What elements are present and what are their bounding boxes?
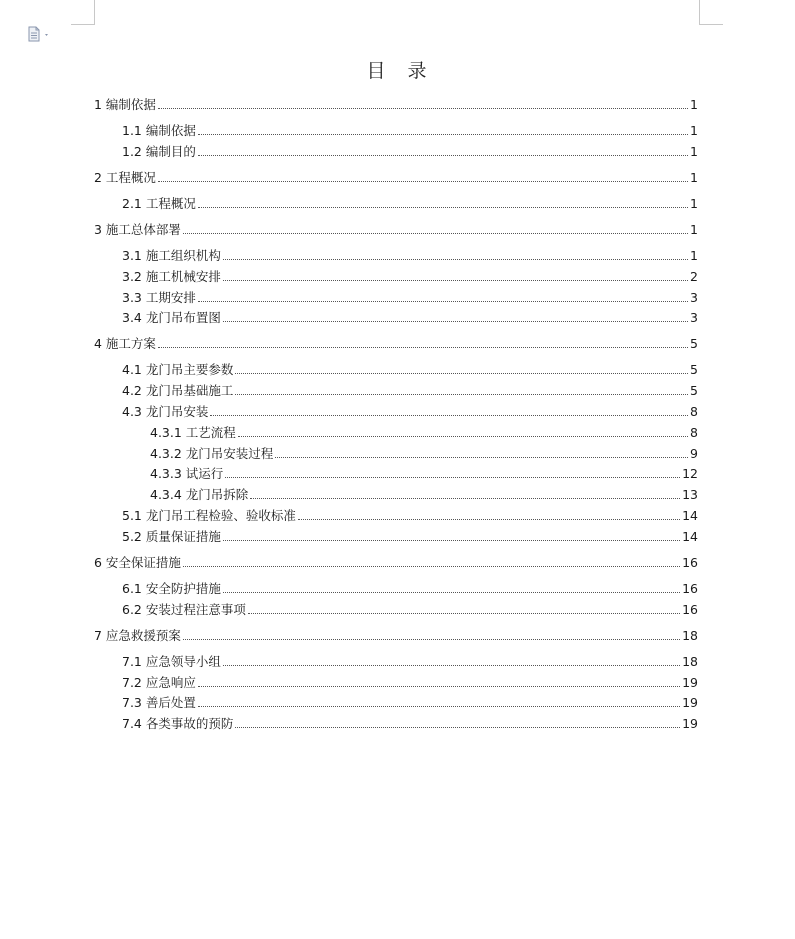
toc-entry-page-number: 16 [682,602,698,617]
toc-entry[interactable] [122,307,698,325]
toc-entry-page-number: 1 [690,222,698,237]
toc-leader-dots [223,540,680,541]
toc-entry-page-number: 19 [682,675,698,690]
toc-entry-page-number: 2 [690,269,698,284]
toc-entry-label: 2.1 工程概况 [122,196,196,211]
toc-entry-page-number: 5 [690,383,698,398]
toc-leader-dots [183,639,680,640]
toc-entry-page-number: 12 [682,466,698,481]
toc-entry-label: 5.2 质量保证措施 [122,529,221,544]
toc-entry-page-number: 3 [690,310,698,325]
toc-entry-label: 7.3 善后处置 [122,695,196,710]
toc-entry-page-number: 1 [690,170,698,185]
toc-leader-dots [250,498,680,499]
toc-leader-dots [183,233,688,234]
toc-entry-label: 4.3.3 试运行 [150,466,224,481]
toc-entry-page-number: 1 [690,248,698,263]
toc-entry[interactable] [94,552,698,570]
toc-entry[interactable] [94,94,698,112]
toc-entry[interactable] [122,359,698,377]
toc-entry[interactable] [122,651,698,669]
toc-leader-dots [275,457,688,458]
toc-entry-label: 1.1 编制依据 [122,123,196,138]
toc-leader-dots [198,134,688,135]
crop-mark-left-horizontal [71,24,95,25]
toc-entry[interactable] [122,692,698,710]
toc-entry-label: 6.1 安全防护措施 [122,581,221,596]
toc-entry-page-number: 5 [690,362,698,377]
toc-leader-dots [248,613,680,614]
toc-entry-page-number: 1 [690,97,698,112]
toc-leader-dots [223,259,688,260]
toc-entry[interactable] [122,401,698,419]
toc-entry-page-number: 14 [682,529,698,544]
toc-entry-label: 3.2 施工机械安排 [122,269,221,284]
toc-leader-dots [198,155,688,156]
toc-leader-dots [158,108,688,109]
toc-leader-dots [223,280,688,281]
toc-entry[interactable] [150,422,698,440]
toc-entry-label: 1.2 编制目的 [122,144,196,159]
toc-entry[interactable] [122,245,698,263]
toc-entry-page-number: 9 [690,446,698,461]
toc-leader-dots [235,394,688,395]
toc-entry-page-number: 1 [690,144,698,159]
toc-entry-label: 4.3.1 工艺流程 [150,425,236,440]
toc-leader-dots [198,686,680,687]
toc-entry-label: 3.1 施工组织机构 [122,248,221,263]
toc-entry[interactable] [122,141,698,159]
toc-leader-dots [223,592,680,593]
toc-entry[interactable] [122,599,698,617]
toc-entry[interactable] [122,505,698,523]
toc-entry-label: 2 工程概况 [94,170,156,185]
toc-entry-label: 4.2 龙门吊基础施工 [122,383,234,398]
toc-entry-page-number: 5 [690,336,698,351]
toc-entry-label: 7.2 应急响应 [122,675,196,690]
toc-entry-label: 4 施工方案 [94,336,156,351]
toc-entry-page-number: 13 [682,487,698,502]
toc-entry[interactable] [122,193,698,211]
crop-mark-right-vertical [699,0,700,24]
toc-entry-page-number: 1 [690,123,698,138]
toc-leader-dots [235,373,688,374]
toc-entry-page-number: 1 [690,196,698,211]
toc-leader-dots [158,347,688,348]
toc-entry[interactable] [122,287,698,305]
toc-entry[interactable] [122,266,698,284]
toc-entry-label: 3.4 龙门吊布置图 [122,310,221,325]
toc-entry-page-number: 19 [682,716,698,731]
toc-leader-dots [223,321,688,322]
toc-leader-dots [198,207,688,208]
toc-entry-page-number: 3 [690,290,698,305]
toc-entry-page-number: 18 [682,654,698,669]
toc-title: 目 录 [366,60,429,82]
toc-entry-label: 4.1 龙门吊主要参数 [122,362,234,377]
toc-entry[interactable] [150,463,698,481]
toc-entry[interactable] [122,380,698,398]
toc-entry-label: 4.3 龙门吊安装 [122,404,209,419]
toc-entry[interactable] [94,167,698,185]
crop-mark-left-vertical [94,0,95,24]
toc-entry[interactable] [94,625,698,643]
toc-entry[interactable] [94,333,698,351]
toc-entry-label: 7.1 应急领导小组 [122,654,221,669]
toc-entry-label: 4.3.4 龙门吊拆除 [150,487,249,502]
toc-entry-label: 3.3 工期安排 [122,290,196,305]
toc-leader-dots [238,436,688,437]
toc-entry[interactable] [122,713,698,731]
toc-entry[interactable] [122,672,698,690]
toc-entry-label: 1 编制依据 [94,97,156,112]
toc-entry[interactable] [122,578,698,596]
toc-leader-dots [158,181,688,182]
toc-leader-dots [298,519,680,520]
toc-entry[interactable] [150,484,698,502]
toc-entry-label: 7.4 各类事故的预防 [122,716,234,731]
toc-entry-page-number: 8 [690,404,698,419]
toc-entry[interactable] [94,219,698,237]
toc-entry-label: 3 施工总体部署 [94,222,181,237]
toc-entry[interactable] [122,526,698,544]
toc-entry-label: 7 应急救援预案 [94,628,181,643]
toc-leader-dots [198,301,688,302]
document-icon[interactable] [27,26,51,42]
toc-leader-dots [225,477,680,478]
crop-mark-right-horizontal [699,24,723,25]
toc-entry-page-number: 8 [690,425,698,440]
toc-leader-dots [223,665,680,666]
toc-entry-label: 6 安全保证措施 [94,555,181,570]
toc-leader-dots [198,706,680,707]
toc-entry-label: 6.2 安装过程注意事项 [122,602,246,617]
toc-entry-page-number: 19 [682,695,698,710]
toc-entry[interactable] [150,443,698,461]
toc-entry-page-number: 14 [682,508,698,523]
toc-leader-dots [210,415,688,416]
toc-leader-dots [183,566,680,567]
toc-entry-label: 5.1 龙门吊工程检验、验收标准 [122,508,296,523]
toc-leader-dots [235,727,680,728]
toc-entry[interactable] [122,120,698,138]
toc-entry-page-number: 18 [682,628,698,643]
toc-entry-page-number: 16 [682,581,698,596]
toc-entry-page-number: 16 [682,555,698,570]
toc-entry-label: 4.3.2 龙门吊安装过程 [150,446,274,461]
